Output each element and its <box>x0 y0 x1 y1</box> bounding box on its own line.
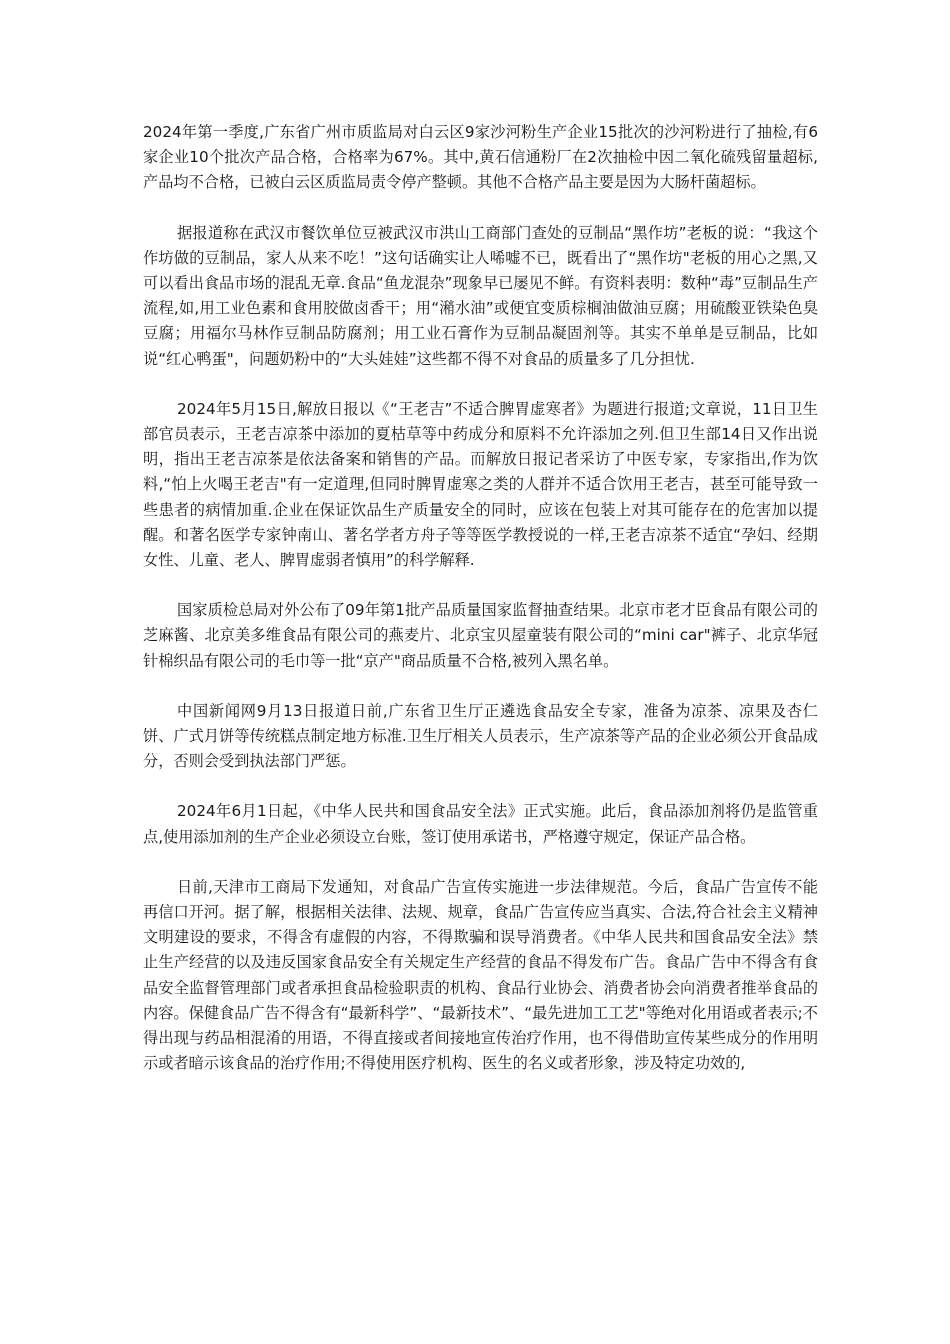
paragraph-guangdong-standards: 中国新闻网9月13日报道日前,广东省卫生厅正遴选食品安全专家，准备为凉茶、凉果及杏仁饼、广式月饼等传统糕点制定地方标准.卫生厅相关人员表示，生产凉茶等产品的企业必须公开食品成分，否则会受到执法部门严惩。 <box>143 701 818 771</box>
document-body <box>143 120 818 1077</box>
paragraph-food-safety-law: 2024年6月1日起，《中华人民共和国食品安全法》正式实施。此后，食品添加剂将仍是监管重点,使用添加剂的生产企业必须设立台账，签订使用承诺书，严格遵守规定，保证产品合格。 <box>143 802 818 846</box>
paragraph-wuhan-tofu: 据报道称在武汉市餐饮单位豆被武汉市洪山工商部门查处的豆制品“黑作坊”老板的说：“我这个作坊做的豆制品，家人从来不吃！”这句话确实让人唏嘘不已，既看出了“黑作坊"老板的用心之黑,又可以看出食品市场的混乱无章.食品“鱼龙混杂”现象早已屡见不鲜。有资料表明：数种“毒”豆制品生产流程,如,用工业色素和食用胶做卤香干；用“潲水油”或便宜变质棕榈油做油豆腐；用硫酸亚铁染色臭豆腐；用福尔马林作豆制品防腐剂；用工业石膏作为豆制品凝固剂等。其实不单单是豆制品，比如说“红心鸭蛋"，问题奶粉中的“大头娃娃”这些都不得不对食品的质量多了几分担忧. <box>143 223 818 368</box>
paragraph-tianjin-advertising: 日前,天津市工商局下发通知，对食品广告宣传实施进一步法律规范。今后，食品广告宣传不能再信口开河。据了解，根据相关法律、法规、规章，食品广告宣传应当真实、合法,符合社会主义精神文明建设的要求，不得含有虚假的内容，不得欺骗和误导消费者。《中华人民共和国食品安全法》禁止生产经营的以及违反国家食品安全有关规定生产经营的食品不得发布广告。食品广告中不得含有食品安全监督管理部门或者承担食品检验职责的机构、食品行业协会、消费者协会向消费者推举食品的内容。保健食品广告不得含有“最新科学”、“最新技术”、“最先进加工工艺"等绝对化用语或者表示;不得出现与药品相混淆的用语，不得直接或者间接地宣传治疗作用，也不得借助宣传某些成分的作用明示或者暗示该食品的治疗作用;不得使用医疗机构、医生的名义或者形象，涉及特定功效的, <box>143 877 818 1073</box>
paragraph-wanglaoji: 2024年5月15日,解放日报以《“王老吉”不适合脾胃虚寒者》为题进行报道;文章说，11日卫生部官员表示，王老吉凉茶中添加的夏枯草等中药成分和原料不允许添加之列.但卫生部14日又作出说明，指出王老吉凉茶是依法备案和销售的产品。而解放日报记者采访了中医专家，专家指出,作为饮料,“怕上火喝王老吉"有一定道理,但同时脾胃虚寒之类的人群并不适合饮用王老吉，甚至可能导致一些患者的病情加重.企业在保证饮品生产质量安全的同时，应该在包装上对其可能存在的危害加以提醒。和著名医学专家钟南山、著名学者方舟子等等医学教授说的一样,王老吉凉茶不适宜“孕妇、经期女性、儿童、老人、脾胃虚弱者慎用”的科学解释. <box>143 399 818 570</box>
paragraph-guangzhou-rice-noodle: 2024年第一季度,广东省广州市质监局对白云区9家沙河粉生产企业15批次的沙河粉进行了抽检,有6家企业10个批次产品合格，合格率为67%。其中,黄石信通粉厂在2次抽检中因二氧化硫残留量超标,产品均不合格，已被白云区质监局责令停产整顿。其他不合格产品主要是因为大肠杆菌超标。 <box>143 123 818 192</box>
paragraph-quality-inspection: 国家质检总局对外公布了09年第1批产品质量国家监督抽查结果。北京市老才臣食品有限公司的芝麻酱、北京美多维食品有限公司的燕麦片、北京宝贝屋童装有限公司的“mini car"裤子、北京华冠针棉织品有限公司的毛巾等一批“京产"商品质量不合格,被列入黑名单。 <box>143 601 818 670</box>
